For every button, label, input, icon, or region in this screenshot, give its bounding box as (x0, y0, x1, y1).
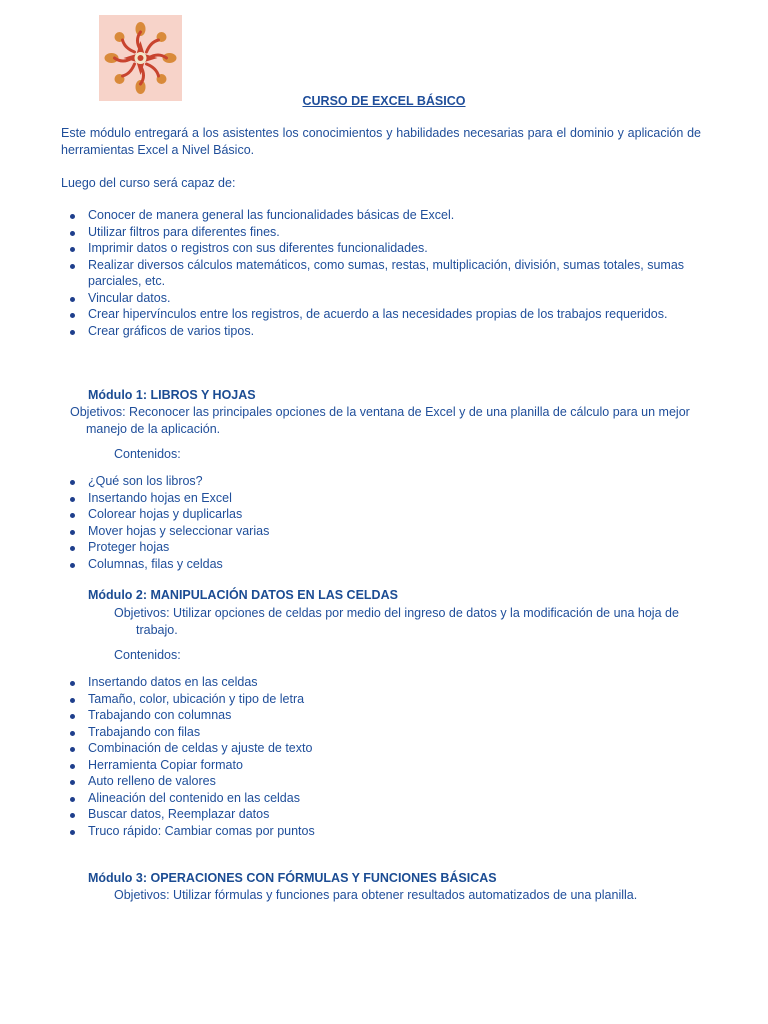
module-2-contents-label: Contenidos: (114, 648, 181, 662)
module-1-title: Módulo 1: LIBROS Y HOJAS (88, 388, 256, 402)
list-item: Truco rápido: Cambiar comas por puntos (61, 823, 701, 840)
list-item: Insertando datos en las celdas (61, 674, 701, 691)
list-item: Proteger hojas (61, 539, 701, 556)
module-2-title: Módulo 2: MANIPULACIÓN DATOS EN LAS CELDAS (88, 588, 398, 602)
module-2-contents-list (61, 674, 701, 839)
list-item: Auto relleno de valores (61, 773, 701, 790)
list-item: Alineación del contenido en las celdas (61, 790, 701, 807)
list-item: Crear hipervínculos entre los registros, de acuerdo a las necesidades propias de los trabajos requeridos. (61, 306, 701, 323)
module-3-objectives (114, 887, 714, 904)
list-item: Insertando hojas en Excel (61, 490, 701, 507)
list-item: Utilizar filtros para diferentes fines. (61, 224, 701, 241)
list-item: ¿Qué son los libros? (61, 473, 701, 490)
course-logo (99, 15, 182, 101)
list-item: Combinación de celdas y ajuste de texto (61, 740, 701, 757)
list-item: Trabajando con columnas (61, 707, 701, 724)
list-item: Mover hojas y seleccionar varias (61, 523, 701, 540)
list-item: Columnas, filas y celdas (61, 556, 701, 573)
list-item: Crear gráficos de varios tipos. (61, 323, 701, 340)
list-item: Conocer de manera general las funcionalidades básicas de Excel. (61, 207, 701, 224)
lead-text: Luego del curso será capaz de: (61, 176, 236, 190)
module-1-objectives-text: Objetivos: Reconocer las principales opciones de la ventana de Excel y de una planilla de cálculo para un mejor manejo de la aplicación. (70, 405, 690, 436)
list-item: Herramienta Copiar formato (61, 757, 701, 774)
list-item: Tamaño, color, ubicación y tipo de letra (61, 691, 701, 708)
list-item: Buscar datos, Reemplazar datos (61, 806, 701, 823)
course-title: CURSO DE EXCEL BÁSICO (302, 94, 466, 108)
capabilities-list (61, 207, 701, 339)
list-item: Realizar diversos cálculos matemáticos, como sumas, restas, multiplicación, división, sumas totales, sumas parciales, etc. (61, 257, 701, 290)
module-3-objectives-text: Objetivos: Utilizar fórmulas y funciones para obtener resultados automatizados de una planilla. (114, 888, 638, 902)
intro-paragraph: Este módulo entregará a los asistentes los conocimientos y habilidades necesarias para el dominio y aplicación de herramientas Excel a Nivel Básico. (61, 126, 701, 157)
list-item: Colorear hojas y duplicarlas (61, 506, 701, 523)
module-2-objectives (114, 605, 704, 638)
list-item: Imprimir datos o registros con sus diferentes funcionalidades. (61, 240, 701, 257)
mandala-icon (99, 15, 182, 101)
list-item: Vincular datos. (61, 290, 701, 307)
module-3-title: Módulo 3: OPERACIONES CON FÓRMULAS Y FUNCIONES BÁSICAS (88, 871, 497, 885)
module-1-contents-label: Contenidos: (114, 447, 181, 461)
list-item: Trabajando con filas (61, 724, 701, 741)
module-1-objectives (70, 404, 710, 437)
module-2-objectives-text: Objetivos: Utilizar opciones de celdas por medio del ingreso de datos y la modificación de una hoja de trabajo. (114, 606, 679, 637)
module-1-contents-list (61, 473, 701, 572)
